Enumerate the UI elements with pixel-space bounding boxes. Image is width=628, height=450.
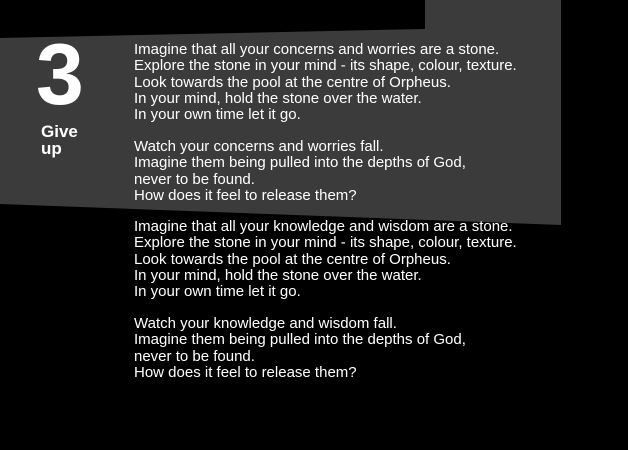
text-line: How does it feel to release them? bbox=[134, 363, 357, 381]
paragraph-knowledge-fall bbox=[134, 316, 466, 381]
text-line: Explore the stone in your mind - its shape, colour, texture. bbox=[134, 234, 517, 252]
text-line: Look towards the pool at the centre of Orpheus. bbox=[134, 250, 451, 268]
step-number: 3 bbox=[36, 27, 82, 123]
text-line: Look towards the pool at the centre of Orpheus. bbox=[134, 73, 451, 91]
text-line: never to be found. bbox=[134, 347, 255, 365]
paragraph-concerns-fall bbox=[134, 139, 466, 204]
text-line: never to be found. bbox=[134, 170, 255, 188]
text-line: In your own time let it go. bbox=[134, 283, 301, 301]
text-line: In your mind, hold the stone over the water. bbox=[134, 266, 422, 284]
text-line: Imagine that all your knowledge and wisdom are a stone. bbox=[134, 218, 513, 235]
text-line: Watch your concerns and worries fall. bbox=[134, 138, 384, 155]
paragraph-knowledge-stone bbox=[134, 219, 517, 300]
text-line: Explore the stone in your mind - its shape, colour, texture. bbox=[134, 57, 517, 75]
text-line: Imagine them being pulled into the depths of God, bbox=[134, 331, 466, 349]
text-line: How does it feel to release them? bbox=[134, 186, 357, 204]
text-line: In your mind, hold the stone over the water. bbox=[134, 89, 422, 107]
text-line: Imagine them being pulled into the depths of God, bbox=[134, 154, 466, 172]
text-line: Watch your knowledge and wisdom fall. bbox=[134, 315, 397, 332]
paragraph-concerns-stone bbox=[134, 42, 517, 123]
text-line: In your own time let it go. bbox=[134, 106, 301, 124]
text-line: Imagine that all your concerns and worries are a stone. bbox=[134, 41, 500, 58]
step-title: Give up bbox=[41, 122, 78, 158]
